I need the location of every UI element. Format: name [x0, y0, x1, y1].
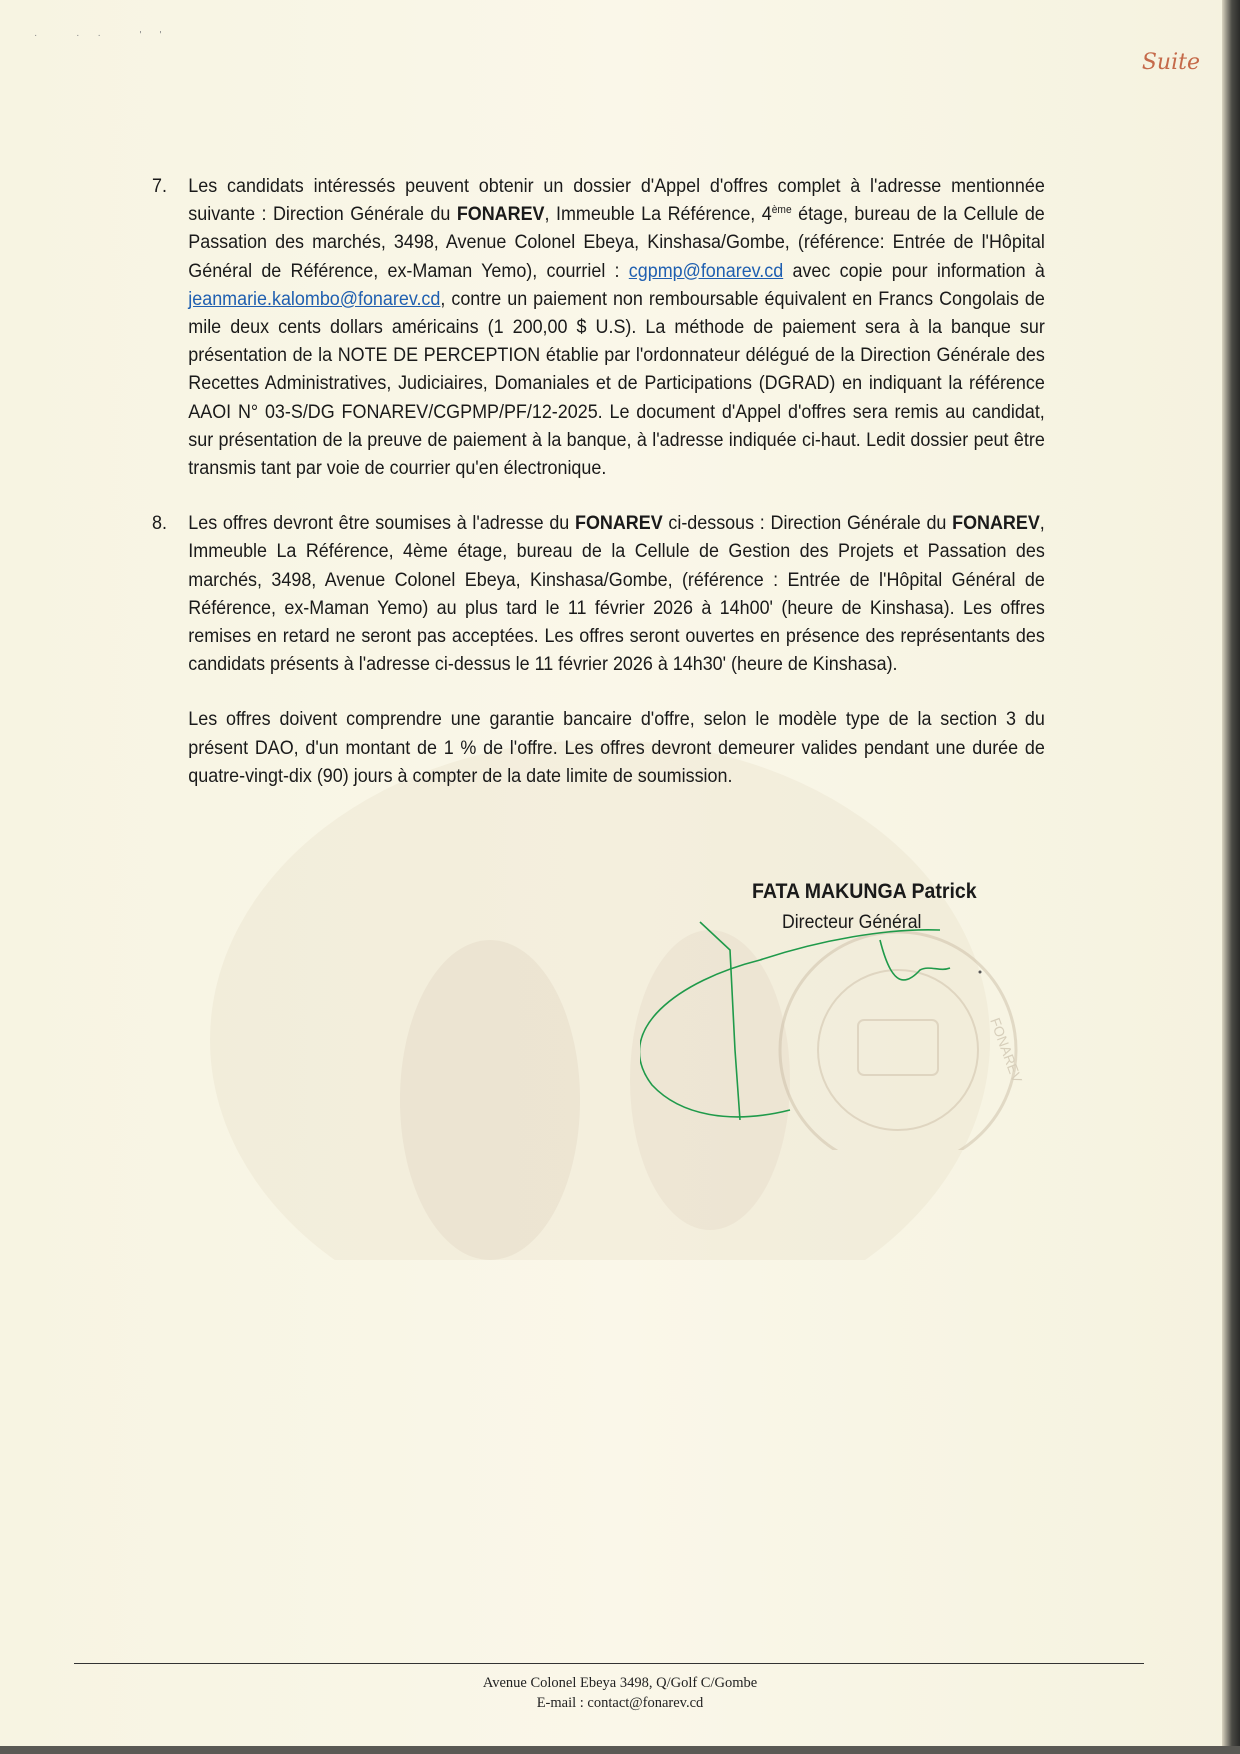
footer-divider — [74, 1663, 1144, 1664]
item-text — [188, 173, 1045, 483]
signatory-title: Directeur Général — [782, 912, 922, 933]
org-name: FONAREV — [574, 513, 663, 535]
text-run: Les candidats intéressés peuvent obtenir un dossier d'Appel d'offres complet à l'adresse mentionnée suivante : Direction Générale du — [188, 176, 1045, 226]
superscript: ème — [771, 204, 792, 217]
text-run: , Immeuble La Référence, 4 — [544, 204, 772, 226]
signature-and-stamp — [640, 910, 1100, 1150]
text-run: , contre un paiement non remboursable équivalent en Francs Congolais de mile deux cents dollars américains (1 200,00 $ U.S). La méthode de paiement sera à la banque sur présentation de la NOTE DE PERCEPTION établie par l'ordonnateur délégué de la Direction Générale des Recettes Administratives, Judiciaires, Domaniales et de Participations (DGRAD) en indiquant la référence AAOI N° 03-S/DG FONAREV/CGPMP/PF/12-2025. Le document d'Appel d'offres sera remis au candidat, sur présentation de la preuve de paiement à la banque, à l'adresse indiquée ci-haut. Ledit dossier peut être transmis tant par voie de courrier qu'en électronique. — [188, 288, 1045, 480]
org-name: FONAREV — [456, 204, 545, 226]
footer-email: E-mail : contact@fonarev.cd — [536, 1695, 704, 1711]
footer — [0, 1673, 1240, 1713]
guarantee-paragraph: Les offres doivent comprendre une garantie bancaire d'offre, selon le modèle type de la section 3 du présent DAO, d'un montant de 1 % de l'offre. Les offres devront demeurer valides pendant une durée de quatre-vingt-dix (90) jours à compter de la date limite de soumission. — [188, 709, 1045, 787]
page-edge-right — [1222, 0, 1240, 1754]
item-text — [188, 510, 1045, 679]
text-run: , Immeuble La Référence, 4ème étage, bureau de la Cellule de Gestion des Projets et Passation des marchés, 3498, Avenue Colonel Ebeya, Kinshasa/Gombe, (référence : Entrée de l'Hôpital Général de Référence, ex-Maman Yemo) au plus tard le 11 février 2026 à 14h00' (heure de Kinshasa). Les offres remises en retard ne seront pas acceptées. Les offres seront ouvertes en présence des représentants des candidats présents à l'adresse ci-dessus le 11 février 2026 à 14h30' (heure de Kinshasa). — [188, 513, 1045, 676]
text-run: étage, bureau de la Cellule de Passation des marchés, 3498, Avenue Colonel Ebeya, Kinshasa/Gombe, (référence: Entrée de l'Hôpital Général de Référence, ex-Maman Yemo), courriel : — [188, 204, 1045, 282]
signatory-name: FATA MAKUNGA Patrick — [752, 880, 977, 903]
list-item-7 — [152, 173, 1045, 483]
embossed-stamp — [780, 932, 1026, 1150]
continuation-mark: Suite — [1141, 50, 1200, 75]
footer-address: Avenue Colonel Ebeya 3498, Q/Golf C/Gombe — [482, 1675, 758, 1691]
item-number: 8. — [152, 513, 167, 535]
org-name: FONAREV — [952, 513, 1040, 535]
corner-marks: · ·· '' — [34, 30, 180, 41]
email-link-cgpmp[interactable]: cgpmp@fonarev.cd — [628, 260, 784, 282]
list-item-8 — [152, 510, 1045, 679]
email-link-kalombo[interactable]: jeanmarie.kalombo@fonarev.cd — [188, 288, 441, 310]
stamp-text: FONAREV — [987, 1015, 1026, 1085]
item-number: 7. — [152, 176, 167, 197]
text-run: ci-dessous : Direction Générale du — [662, 513, 953, 535]
body-text — [152, 173, 1045, 791]
text-run: avec copie pour information à — [783, 260, 1045, 282]
page-edge-bottom — [0, 1746, 1240, 1754]
text-run: Les offres devront être soumises à l'adresse du — [188, 513, 575, 535]
